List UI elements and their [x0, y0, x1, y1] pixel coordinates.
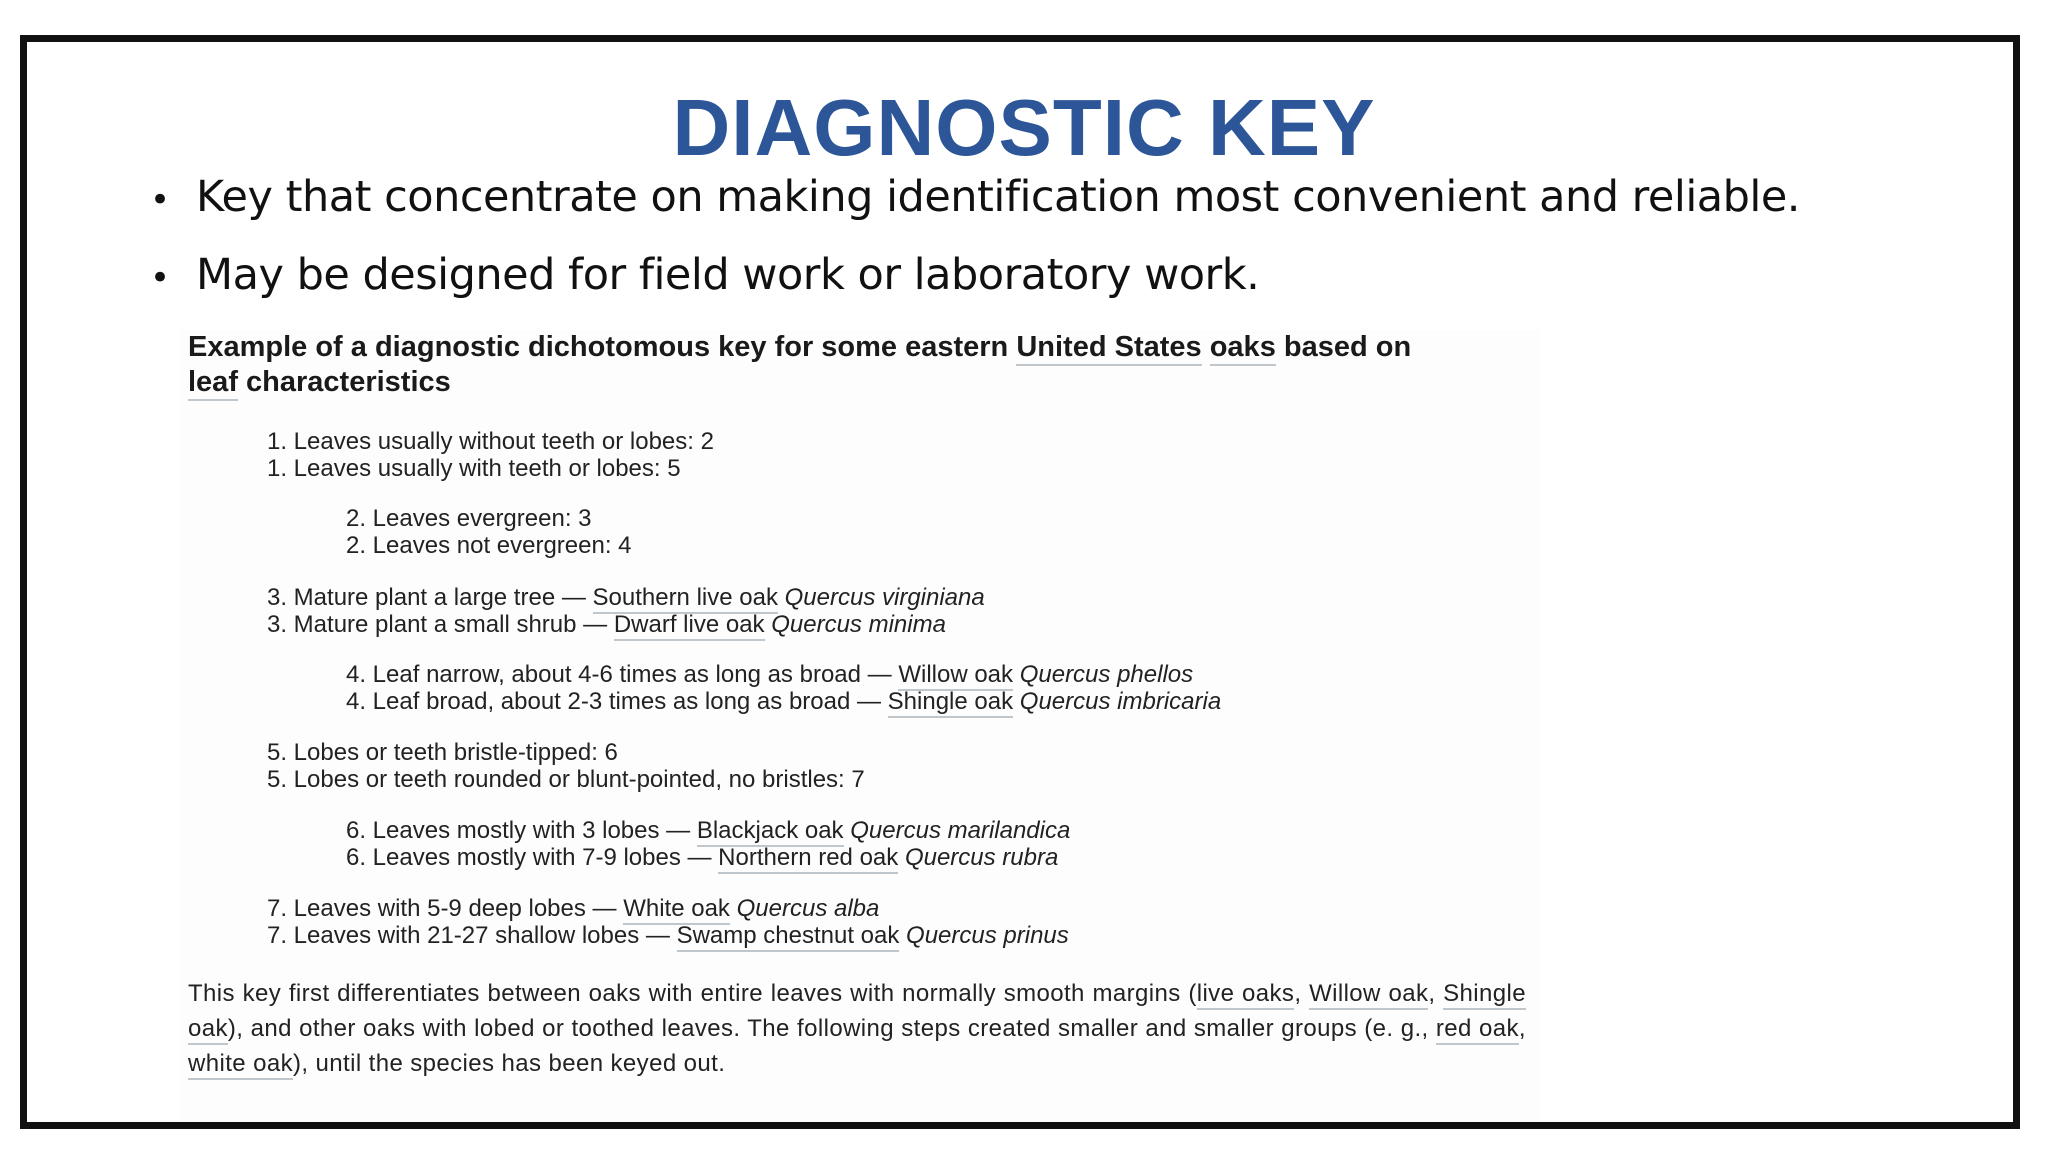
link-united-states[interactable]: United States — [1016, 331, 1201, 366]
link-shingle-oak[interactable]: Shingle oak — [188, 980, 1526, 1045]
bullet-item — [150, 250, 1800, 328]
key-line: 6. Leaves mostly with 7-9 lobes — Northern red oak Quercus rubra — [346, 844, 1058, 872]
species-link[interactable]: Blackjack oak — [697, 817, 844, 847]
key-line: 7. Leaves with 5-9 deep lobes — White oak Quercus alba — [267, 895, 879, 923]
key-line: 4. Leaf narrow, about 4-6 times as long as broad — Willow oak Quercus phellos — [346, 661, 1193, 689]
scientific-name: Quercus marilandica — [850, 817, 1071, 844]
link-live-oaks[interactable]: live oaks — [1197, 980, 1295, 1010]
key-line: 2. Leaves not evergreen: 4 — [346, 532, 632, 559]
key-line: 1. Leaves usually without teeth or lobes: 2 — [267, 428, 714, 455]
species-link[interactable]: Swamp chestnut oak — [677, 922, 900, 952]
key-line: 5. Lobes or teeth rounded or blunt-pointed, no bristles: 7 — [267, 766, 865, 793]
key-line: 2. Leaves evergreen: 3 — [346, 505, 592, 532]
scientific-name: Quercus virginiana — [784, 584, 985, 611]
link-oaks[interactable]: oaks — [1210, 331, 1276, 366]
key-line: 1. Leaves usually with teeth or lobes: 5 — [267, 455, 681, 482]
link-willow-oak[interactable]: Willow oak — [1309, 980, 1428, 1010]
scientific-name: Quercus rubra — [904, 844, 1059, 871]
key-line: 7. Leaves with 21-27 shallow lobes — Swamp chestnut oak Quercus prinus — [267, 922, 1069, 950]
key-line: 3. Mature plant a small shrub — Dwarf live oak Quercus minima — [267, 611, 946, 639]
scientific-name: Quercus phellos — [1019, 661, 1194, 688]
key-line: 6. Leaves mostly with 3 lobes — Blackjack oak Quercus marilandica — [346, 817, 1070, 845]
scientific-name: Quercus minima — [771, 611, 946, 638]
key-heading: Example of a diagnostic dichotomous key for some eastern United States oaks based on leaf characteristics — [188, 330, 1528, 400]
bullet-list — [150, 172, 1800, 328]
bullet-text: Key that concentrate on making identification most convenient and reliable. — [196, 172, 1800, 222]
link-white-oak[interactable]: white oak — [188, 1050, 293, 1080]
species-link[interactable]: Southern live oak — [593, 584, 778, 614]
key-line: 3. Mature plant a large tree — Southern live oak Quercus virginiana — [267, 584, 985, 612]
link-leaf[interactable]: leaf — [188, 366, 238, 401]
bullet-icon: • — [150, 258, 171, 298]
species-link[interactable]: Willow oak — [898, 661, 1013, 691]
link-red-oak[interactable]: red oak — [1436, 1015, 1519, 1045]
scientific-name: Quercus imbricaria — [1019, 688, 1222, 715]
species-link[interactable]: Shingle oak — [888, 688, 1013, 718]
key-line: 4. Leaf broad, about 2-3 times as long as broad — Shingle oak Quercus imbricaria — [346, 688, 1221, 716]
species-link[interactable]: Northern red oak — [718, 844, 898, 874]
species-link[interactable]: Dwarf live oak — [614, 611, 765, 641]
slide-title: DIAGNOSTIC KEY — [672, 83, 1376, 172]
bullet-text: May be designed for field work or laboratory work. — [196, 250, 1260, 300]
bullet-icon: • — [150, 180, 171, 220]
key-line: 5. Lobes or teeth bristle-tipped: 6 — [267, 739, 618, 766]
explanation-paragraph: This key first differentiates between oaks with entire leaves with normally smooth margins (live oaks, Willow oak, Shingle oak), and other oaks with lobed or toothed leaves. The following steps created smaller and smaller groups (e. g., red oak, white oak), until the species has been keyed out. — [188, 976, 1526, 1081]
scientific-name: Quercus alba — [736, 895, 880, 922]
heading-text: Example of a diagnostic dichotomous key for some eastern — [188, 331, 1017, 363]
bullet-item — [150, 172, 1800, 250]
species-link[interactable]: White oak — [623, 895, 730, 925]
scientific-name: Quercus prinus — [906, 922, 1069, 949]
